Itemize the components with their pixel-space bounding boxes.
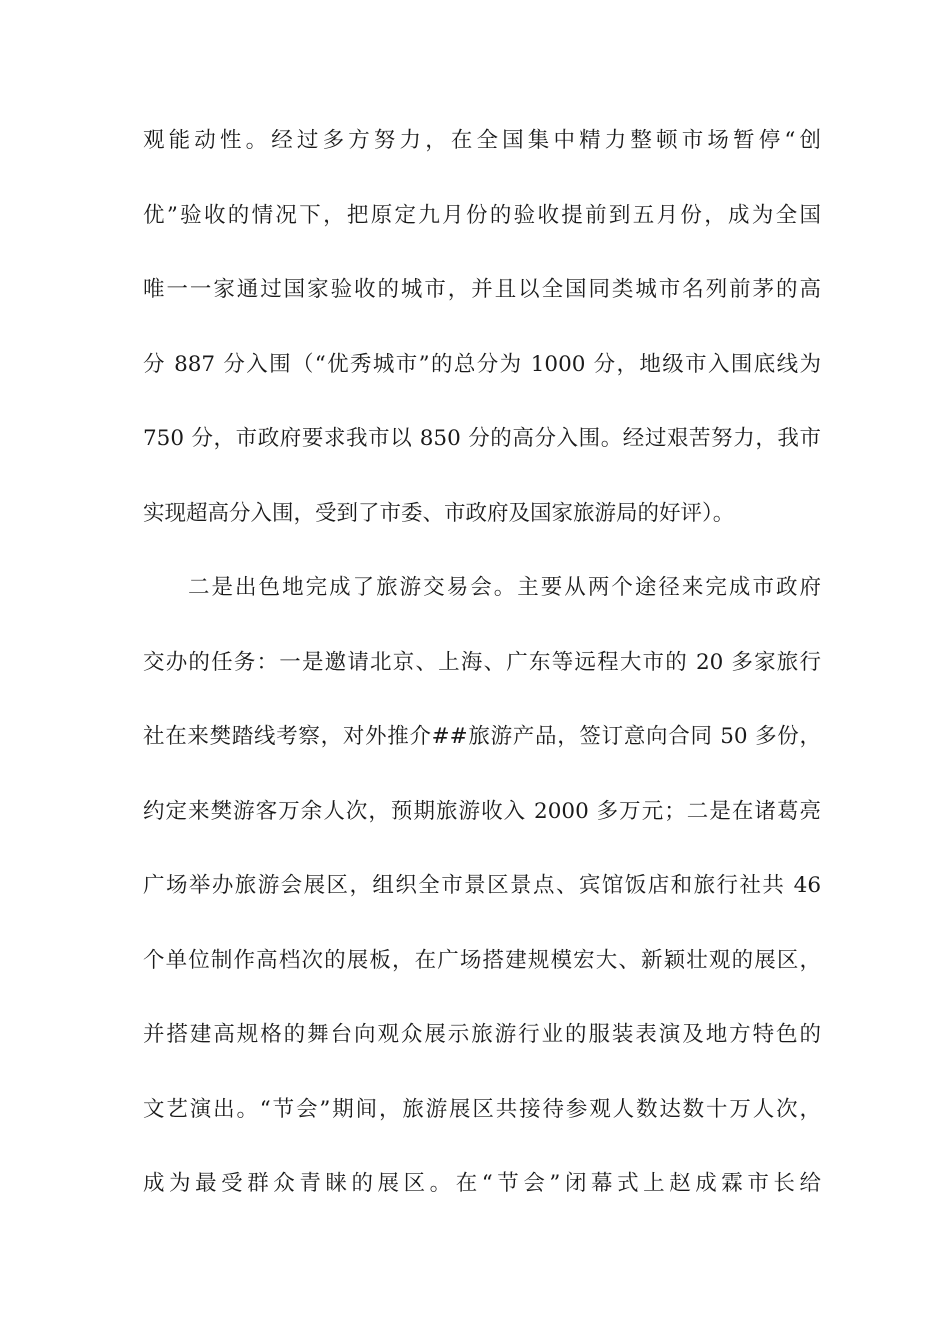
text-line: 文艺演出。“节会”期间，旅游展区共接待参观人数达数十万人次， [143, 1096, 821, 1122]
text-line: 观能动性。经过多方努力，在全国集中精力整顿市场暂停“创 [143, 128, 821, 153]
text-line: 交办的任务：一是邀请北京、上海、广东等远程大市的 20 多家旅行 [143, 649, 821, 675]
text-line: 分 887 分入围（“优秀城市”的总分为 1000 分，地级市入围底线为 [143, 351, 821, 377]
text-line: 约定来樊游客万余人次，预期旅游收入 2000 多万元；二是在诸葛亮 [143, 798, 821, 824]
paragraph-end-line: 实现超高分入围，受到了市委、市政府及国家旅游局的好评）。 [143, 500, 735, 526]
text-line: 个单位制作高档次的展板，在广场搭建规模宏大、新颖壮观的展区， [143, 947, 821, 973]
text-line: 唯一一家通过国家验收的城市，并且以全国同类城市名列前茅的高 [143, 277, 821, 302]
text-line: 750 分，市政府要求我市以 850 分的高分入围。经过艰苦努力，我市 [143, 426, 821, 451]
text-line: 成为最受群众青睐的展区。在“节会”闭幕式上赵成霖市长给 [143, 1171, 821, 1196]
text-line: 并搭建高规格的舞台向观众展示旅游行业的服装表演及地方特色的 [143, 1022, 821, 1047]
text-line: 社在来樊踏线考察，对外推介##旅游产品，签订意向合同 50 多份， [143, 724, 821, 749]
paragraph-start-line: 二是出色地完成了旅游交易会。主要从两个途径来完成市政府 [188, 575, 821, 600]
text-line: 广场举办旅游会展区，组织全市景区景点、宾馆饭店和旅行社共 46 [143, 873, 821, 898]
text-line: 优”验收的情况下，把原定九月份的验收提前到五月份，成为全国 [143, 202, 821, 228]
